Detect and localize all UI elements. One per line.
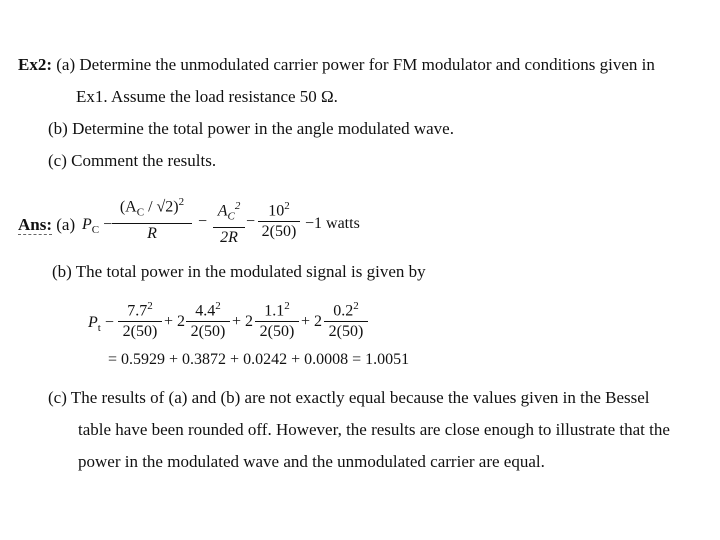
eq-a-lhs: $P_C$ − <box>82 216 113 237</box>
eq-b-term-2: $4.4^2$ 2(50) <box>186 296 230 342</box>
eq-b-term-3: $1.1^2$ 2(50) <box>255 296 299 342</box>
eq-a-term1-num: $(A_C / √2)^2$ <box>119 196 185 219</box>
answer-part-c-line3: power in the modulated wave and the unmodulated carrier are equal. <box>78 452 545 471</box>
problem-line-a1 <box>18 55 655 75</box>
eq-b-sum: = 0.5929 + 0.3872 + 0.0242 + 0.0008 = 1.0051 <box>108 351 410 368</box>
problem-label: Ex2: <box>18 55 52 74</box>
eq-b-term-4: $0.2^2$ 2(50) <box>324 296 368 342</box>
answer-label: Ans: <box>18 215 53 234</box>
eq-a-term1 <box>112 192 192 244</box>
eq-a-term3 <box>258 196 300 242</box>
answer-label-line <box>18 215 75 235</box>
eq-a-term3-den: 2(50) <box>261 223 297 241</box>
eq-a-term1-den: R <box>147 224 157 242</box>
eq-a-minus1: − <box>198 213 208 230</box>
eq-b-term-1: $7.7^2$ 2(50) <box>118 296 162 342</box>
problem-part-c: (c) Comment the results. <box>48 151 217 170</box>
answer-part-a-prefix: (a) <box>56 215 76 234</box>
eq-a-term3-num: $10^2$ <box>268 200 290 220</box>
eq-b-coef-4: + 2 <box>301 313 323 330</box>
eq-a-term2-num: $A_C^2$ <box>217 200 241 223</box>
eq-a-minus2: − <box>246 213 256 230</box>
eq-a-term2-den: 2R <box>220 228 238 246</box>
problem-part-a-text: (a) Determine the unmodulated carrier power for FM modulator and conditions given in <box>56 55 655 74</box>
eq-a-term2 <box>213 196 245 248</box>
problem-line-a2: Ex1. Assume the load resistance 50 Ω. <box>76 87 338 106</box>
answer-part-b-text: (b) The total power in the modulated signal is given by <box>52 262 426 281</box>
eq-b-coef-3: + 2 <box>232 313 254 330</box>
answer-part-c-line2: table have been rounded off. However, the results are close enough to illustrate that the <box>78 420 670 439</box>
eq-b-coef-2: + 2 <box>164 313 186 330</box>
answer-part-c-line1: (c) The results of (a) and (b) are not exactly equal because the values given in the Bessel <box>48 388 650 407</box>
problem-part-b: (b) Determine the total power in the angle modulated wave. <box>48 119 454 138</box>
eq-a-result: −1 watts <box>305 215 360 232</box>
eq-b-lhs: $P_t$ − <box>88 314 114 335</box>
